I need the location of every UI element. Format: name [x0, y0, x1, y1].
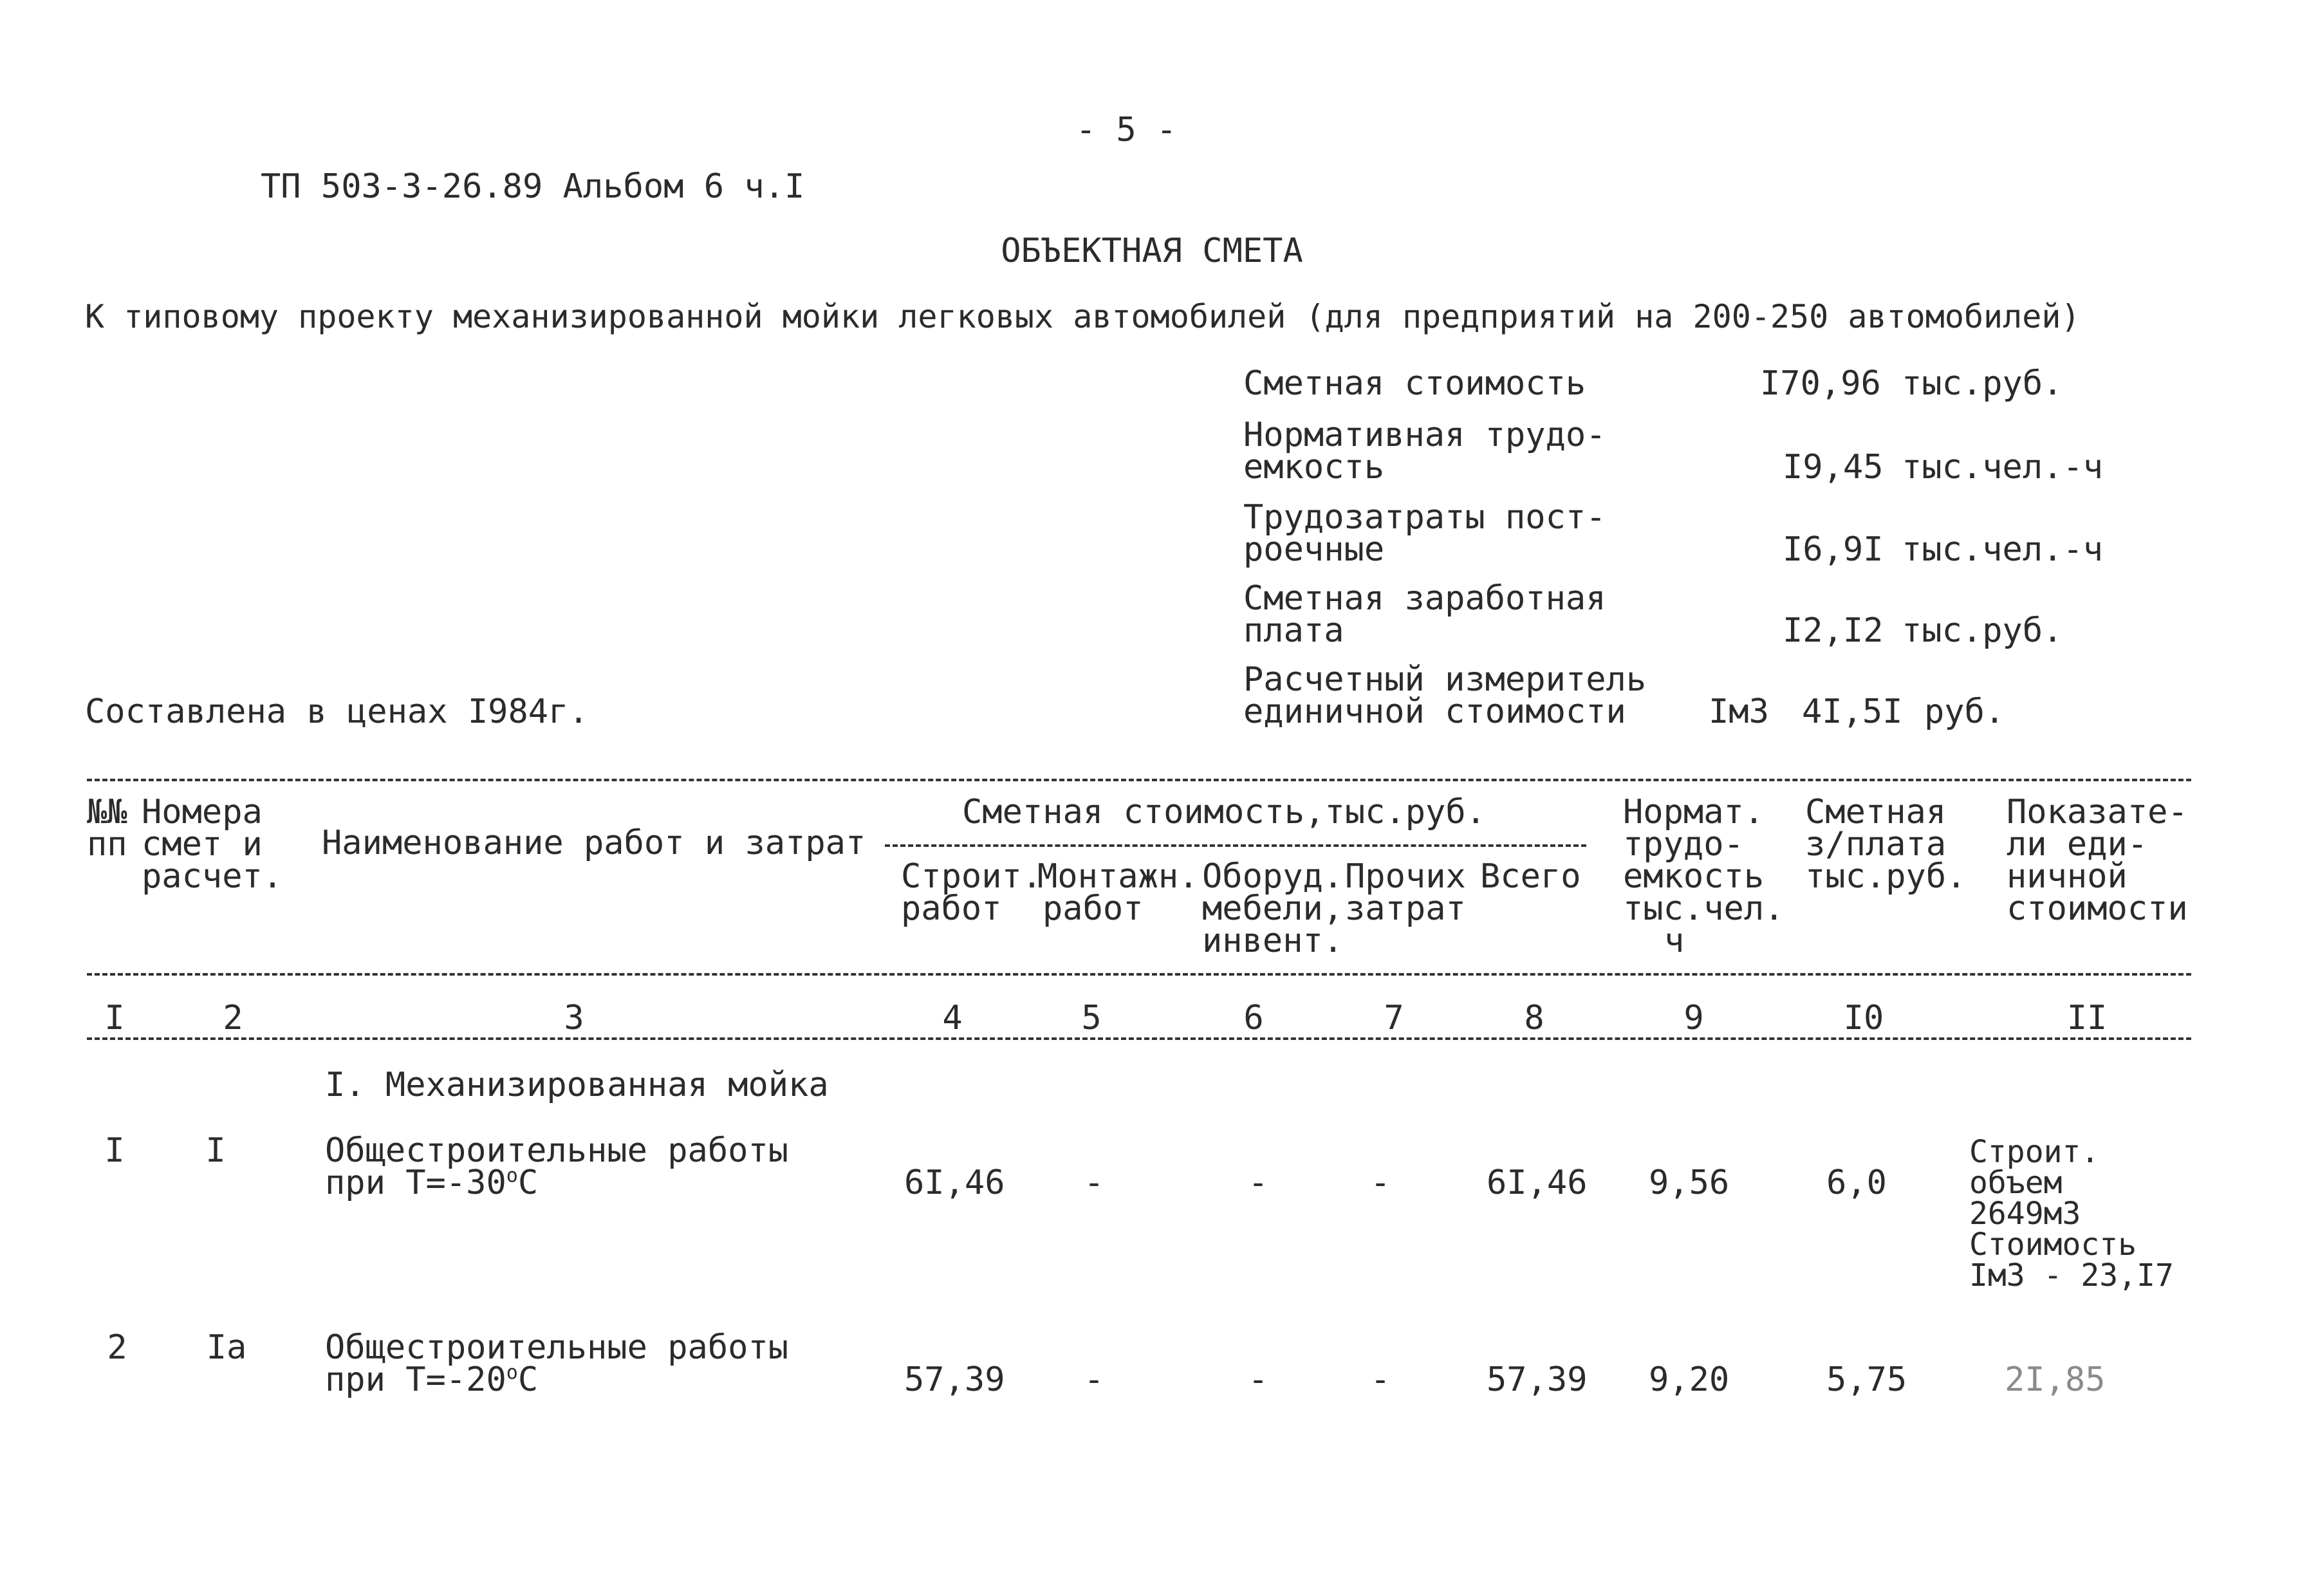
summary-labor-norm-label: Нормативная трудо-	[1243, 416, 1606, 454]
summary-meter-measure: Iм3	[1709, 692, 1769, 731]
summary-labor-site-unit: тыс.чел.-ч	[1902, 530, 2104, 569]
header-col10-line1: Сметная	[1805, 793, 1947, 831]
header-col5-line2: работ	[1043, 889, 1144, 928]
row-indicator-line3: 2649м3	[1969, 1196, 2081, 1232]
row-name-line1: Общестроительные работы	[325, 1328, 789, 1367]
row-mount-cost: -	[1084, 1360, 1104, 1399]
header-col6-line3: инвент.	[1202, 922, 1344, 960]
degree-sign: о	[506, 1361, 518, 1384]
header-col1-line1: №№	[87, 793, 127, 831]
row-indicator-line5: Iм3 - 23,I7	[1969, 1257, 2174, 1294]
row-wage: 6,0	[1826, 1164, 1887, 1202]
header-col7-line2: затрат	[1345, 889, 1466, 928]
summary-labor-site-value: I6,9I	[1783, 530, 1884, 569]
header-col6-line1: Оборуд.	[1202, 857, 1344, 896]
row-equip-cost: -	[1248, 1164, 1268, 1202]
group-rule	[885, 844, 1586, 847]
summary-labor-site-label: Трудозатраты пост-	[1243, 498, 1606, 537]
row-number: 2	[107, 1328, 127, 1367]
row-total-cost: 6I,46	[1487, 1164, 1588, 1202]
header-col9-line5: ч	[1664, 922, 1685, 960]
row-name-line2: при $Т=-30^оС$	[325, 1164, 539, 1202]
row-indicator-line4: Стоимость	[1969, 1227, 2137, 1263]
colnum-11: II	[2066, 999, 2108, 1037]
header-col2-line1: Номера	[142, 793, 263, 831]
row-indicator: 2I,85	[2005, 1360, 2106, 1399]
header-col2-line2: смет и	[142, 825, 263, 864]
row-indicator-line1: Строит.	[1969, 1134, 2100, 1170]
row-indicator-line2: объем	[1969, 1165, 2063, 1201]
colnum-2: 2	[223, 999, 243, 1037]
header-col3: Наименование работ и затрат	[322, 824, 866, 862]
row-labor: 9,56	[1649, 1164, 1730, 1202]
summary-meter-label-2: единичной стоимости	[1243, 692, 1626, 731]
summary-wage-unit: тыс.руб.	[1902, 611, 2063, 650]
subtitle: К типовому проекту механизированной мойки легковых автомобилей (для предприятий на 200-250 автомобилей)	[85, 298, 2081, 335]
summary-labor-site-label-2: роечные	[1243, 530, 1385, 569]
summary-labor-norm-label-2: емкость	[1243, 448, 1385, 487]
header-bottom-rule	[87, 973, 2191, 976]
header-col1-line2: пп	[87, 825, 127, 864]
header-col7-line1: Прочих	[1345, 857, 1466, 896]
colnum-8: 8	[1524, 999, 1544, 1037]
prices-note: Составлена в ценах I984г.	[85, 692, 589, 731]
header-col11-line3: ничной	[2007, 857, 2128, 896]
page-title: ОБЪЕКТНАЯ СМЕТА	[1001, 232, 1303, 270]
colnum-6: 6	[1243, 999, 1264, 1037]
summary-labor-norm-value: I9,45	[1783, 448, 1884, 487]
degree-sign: о	[506, 1164, 518, 1187]
header-col6-line2: мебели,	[1202, 889, 1344, 928]
summary-wage-label: Сметная заработная	[1243, 579, 1606, 618]
summary-meter-unit: руб.	[1924, 692, 2005, 731]
colnum-10: I0	[1843, 999, 1884, 1037]
row-wage: 5,75	[1826, 1360, 1907, 1399]
row-ref: Iа	[206, 1328, 247, 1367]
header-col11-line4: стоимости	[2007, 889, 2188, 928]
colnum-9: 9	[1683, 999, 1704, 1037]
summary-wage-value: I2,I2	[1783, 611, 1884, 650]
summary-cost-label: Сметная стоимость	[1243, 364, 1586, 403]
header-col10-line2: з/плата	[1805, 825, 1947, 864]
colnum-7: 7	[1384, 999, 1404, 1037]
header-col4-line2: работ	[901, 889, 1002, 928]
row-build-cost: 57,39	[904, 1360, 1005, 1399]
colnum-5: 5	[1081, 999, 1102, 1037]
row-total-cost: 57,39	[1487, 1360, 1588, 1399]
page-number: - 5 -	[1075, 111, 1177, 149]
header-col5-line1: Монтажн.	[1037, 857, 1199, 896]
row-build-cost: 6I,46	[904, 1164, 1005, 1202]
header-col9-line3: емкость	[1623, 857, 1765, 896]
header-col4-line1: Строит.	[901, 857, 1043, 896]
colnum-1: I	[104, 999, 125, 1037]
summary-meter-value: 4I,5I	[1802, 692, 1903, 731]
summary-cost-value: I70,96	[1760, 364, 1881, 403]
row-number: I	[104, 1131, 125, 1170]
table-top-rule	[87, 779, 2191, 781]
row-mount-cost: -	[1084, 1164, 1104, 1202]
header-group-cost: Сметная стоимость,тыс.руб.	[962, 793, 1486, 831]
header-col9-line1: Нормат.	[1623, 793, 1765, 831]
header-col10-line3: тыс.руб.	[1805, 857, 1967, 896]
document-code: ТП 503-3-26.89 Альбом 6 ч.I	[261, 167, 805, 206]
row-labor: 9,20	[1649, 1360, 1730, 1399]
header-col11-line2: ли еди-	[2007, 825, 2148, 864]
summary-cost-unit: тыс.руб.	[1902, 364, 2063, 403]
header-col2-line3: расчет.	[142, 857, 283, 896]
row-name-line1: Общестроительные работы	[325, 1131, 789, 1170]
summary-labor-norm-unit: тыс.чел.-ч	[1902, 448, 2104, 487]
header-col9-line2: трудо-	[1623, 825, 1744, 864]
row-other-cost: -	[1370, 1360, 1391, 1399]
summary-meter-label: Расчетный измеритель	[1243, 660, 1647, 699]
row-name-line2: при $Т=-20^оС$	[325, 1360, 539, 1399]
colnum-3: 3	[564, 999, 584, 1037]
row-other-cost: -	[1370, 1164, 1391, 1202]
summary-wage-label-2: плата	[1243, 611, 1344, 650]
header-col9-line4: тыс.чел.	[1623, 889, 1785, 928]
row-ref: I	[205, 1131, 226, 1170]
header-col8: Всего	[1480, 857, 1581, 896]
header-col11-line1: Показате-	[2007, 793, 2188, 831]
row-equip-cost: -	[1248, 1360, 1268, 1399]
section-heading: I. Механизированная мойка	[325, 1066, 829, 1104]
colnum-4: 4	[942, 999, 963, 1037]
column-numbers-rule	[87, 1037, 2191, 1040]
